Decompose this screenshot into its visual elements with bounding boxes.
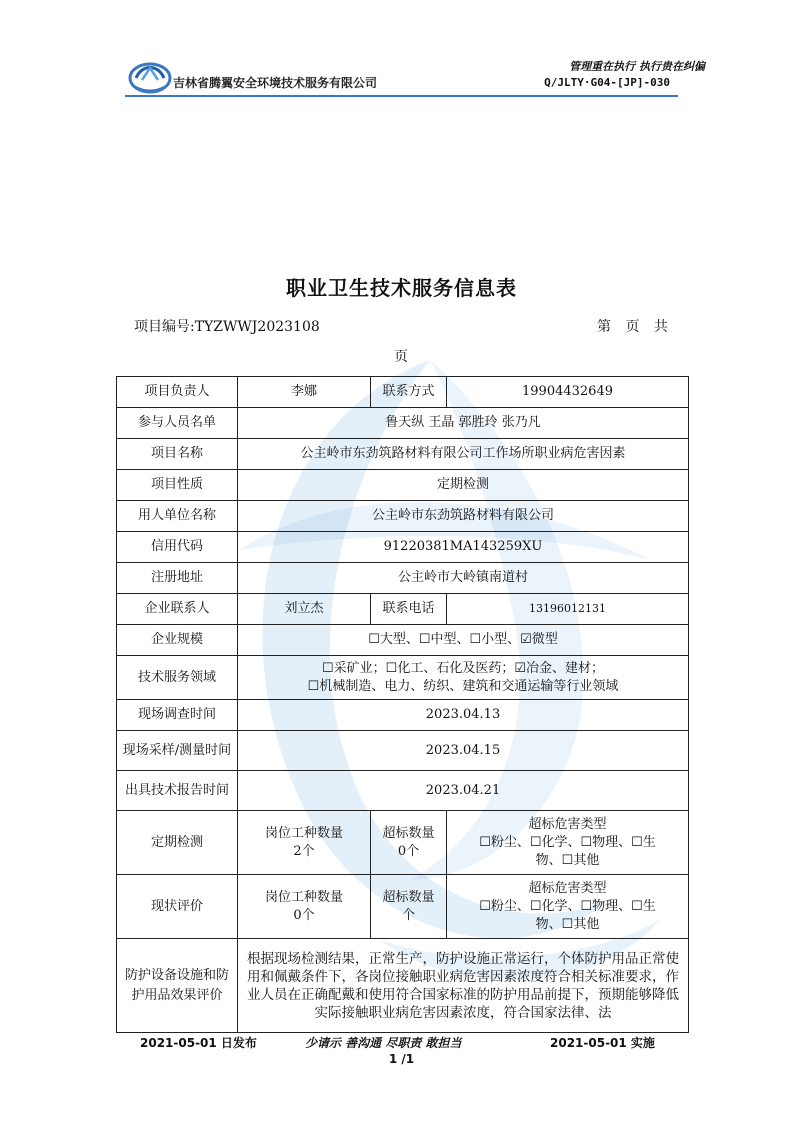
service-field-label: 技术服务领域 <box>117 656 238 700</box>
phone-label: 联系电话 <box>371 594 447 625</box>
status-exceed-label: 超标数量 <box>382 889 435 905</box>
table-row <box>117 532 689 563</box>
credit-code-value: 91220381MA143259XU <box>238 532 689 563</box>
status-eval-label: 现状评价 <box>117 875 238 939</box>
footer-effective-date: 2021-05-01 实施 <box>550 1036 655 1050</box>
service-field-line-1: ☐采矿业；☐化工、石化及医药；☑冶金、建材； <box>322 660 604 676</box>
table-row <box>117 731 689 771</box>
sampling-time-label: 现场采样/测量时间 <box>117 731 238 771</box>
page-title: 职业卫生技术服务信息表 <box>286 276 517 300</box>
table-row <box>117 470 689 501</box>
service-field-value <box>238 656 689 700</box>
table-row <box>117 439 689 470</box>
periodic-label: 定期检测 <box>117 811 238 875</box>
report-time-value: 2023.04.21 <box>238 771 689 811</box>
table-row <box>117 563 689 594</box>
address-value: 公主岭市大岭镇南道村 <box>238 563 689 594</box>
protection-eval-label: 防护设备设施和防护用品效果评价 <box>117 939 238 1033</box>
table-row <box>117 771 689 811</box>
project-name-value: 公主岭市东劲筑路材料有限公司工作场所职业病危害因素 <box>238 439 689 470</box>
header-company-name: 吉林省腾翼安全环境技术服务有限公司 <box>173 76 378 90</box>
enterprise-contact-label: 企业联系人 <box>117 594 238 625</box>
table-row <box>117 811 689 875</box>
header-doc-code: Q/JLTY·G04-[JP]-030 <box>544 76 670 89</box>
periodic-exceed-cell <box>371 811 447 875</box>
table-row <box>117 625 689 656</box>
info-table <box>116 376 689 1033</box>
table-row <box>117 939 689 1033</box>
status-post-label: 岗位工种数量 <box>264 889 343 905</box>
footer-page-number: 1 /1 <box>388 1052 415 1066</box>
table-row <box>117 408 689 439</box>
status-type-title: 超标危害类型 <box>528 880 607 896</box>
periodic-exceed-value: 0个 <box>397 843 420 859</box>
table-row <box>117 594 689 625</box>
members-label: 参与人员名单 <box>117 408 238 439</box>
status-post-cell <box>238 875 371 939</box>
page-label: 第 页 共 <box>597 319 673 335</box>
report-time-label: 出具技术报告时间 <box>117 771 238 811</box>
footer-publish-date: 2021-05-01 日发布 <box>140 1036 257 1050</box>
scale-label: 企业规模 <box>117 625 238 656</box>
protection-eval-value: 根据现场检测结果，正常生产，防护设施正常运行，个体防护用品正常使用和佩戴条件下，各岗位接触职业病危害因素浓度符合相关标准要求，作业人员在正确配戴和使用符合国家标准的防护用品前提下，预期能够降低实际接触职业病危害因素浓度，符合国家法律、法 <box>238 939 689 1033</box>
periodic-type-line-1: ☐粉尘、☐化学、☐物理、☐生 <box>479 834 656 850</box>
footer-motto: 少请示 善沟通 尽职责 敢担当 <box>305 1036 462 1050</box>
survey-time-label: 现场调查时间 <box>117 700 238 731</box>
employer-value: 公主岭市东劲筑路材料有限公司 <box>238 501 689 532</box>
employer-label: 用人单位名称 <box>117 501 238 532</box>
service-field-line-2: ☐机械制造、电力、纺织、建筑和交通运输等行业领域 <box>307 678 619 694</box>
periodic-type-cell <box>447 811 689 875</box>
status-type-line-1: ☐粉尘、☐化学、☐物理、☐生 <box>479 898 656 914</box>
table-row <box>117 501 689 532</box>
project-number: 项目编号:TYZWWJ2023108 <box>134 319 320 335</box>
periodic-post-label: 岗位工种数量 <box>264 825 343 841</box>
table-row <box>117 700 689 731</box>
header-divider <box>125 95 678 97</box>
periodic-type-line-2: 物、☐其他 <box>535 852 600 868</box>
status-type-line-2: 物、☐其他 <box>535 916 600 932</box>
periodic-post-cell <box>238 811 371 875</box>
project-nature-label: 项目性质 <box>117 470 238 501</box>
table-row <box>117 377 689 408</box>
table-row <box>117 875 689 939</box>
company-logo-icon <box>128 58 172 94</box>
address-label: 注册地址 <box>117 563 238 594</box>
periodic-exceed-label: 超标数量 <box>382 825 435 841</box>
sampling-time-value: 2023.04.15 <box>238 731 689 771</box>
project-name-label: 项目名称 <box>117 439 238 470</box>
status-exceed-value: 个 <box>401 907 415 923</box>
contact-value: 19904432649 <box>447 377 689 408</box>
periodic-post-value: 2个 <box>293 843 315 859</box>
survey-time-value: 2023.04.13 <box>238 700 689 731</box>
contact-label: 联系方式 <box>371 377 447 408</box>
status-post-value: 0个 <box>293 907 315 923</box>
header-slogan: 管理重在执行 执行贵在纠偏 <box>569 60 705 73</box>
enterprise-contact-value: 刘立杰 <box>238 594 371 625</box>
periodic-type-title: 超标危害类型 <box>528 816 607 832</box>
leader-label: 项目负责人 <box>117 377 238 408</box>
phone-value: 13196012131 <box>447 594 689 625</box>
table-row <box>117 656 689 700</box>
page-label-continued: 页 <box>394 349 408 365</box>
scale-value: ☐大型、☐中型、☐小型、☑微型 <box>238 625 689 656</box>
credit-code-label: 信用代码 <box>117 532 238 563</box>
status-exceed-cell <box>371 875 447 939</box>
project-nature-value: 定期检测 <box>238 470 689 501</box>
leader-value: 李娜 <box>238 377 371 408</box>
status-type-cell <box>447 875 689 939</box>
members-value: 鲁天纵 王晶 郭胜玲 张乃凡 <box>238 408 689 439</box>
